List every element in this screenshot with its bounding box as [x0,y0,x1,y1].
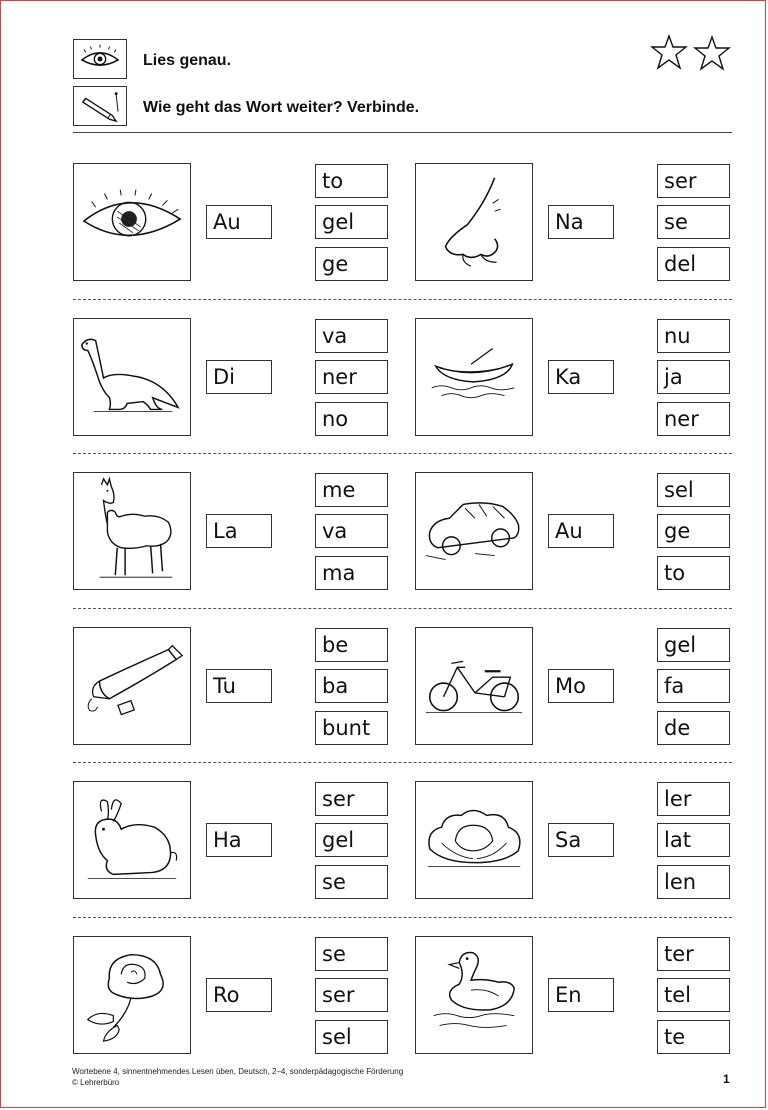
row-divider [73,299,732,300]
word-stem: Sa [548,823,614,857]
picture-lettuce [415,781,533,899]
word-ending[interactable]: va [315,319,388,353]
picture-car [415,472,533,590]
word-ending[interactable]: gel [315,823,388,857]
word-ending[interactable]: ser [315,978,388,1012]
word-ending[interactable]: va [315,514,388,548]
word-stem: En [548,978,614,1012]
row-divider [73,608,732,609]
picture-rose [73,936,191,1054]
word-ending[interactable]: ja [657,360,730,394]
footer-copyright: © Lehrerbüro [72,1078,120,1087]
word-ending[interactable]: ner [657,402,730,436]
word-ending[interactable]: gel [657,628,730,662]
eye-icon [73,39,127,79]
word-stem: Di [206,360,272,394]
picture-llama [73,472,191,590]
word-ending[interactable]: se [315,937,388,971]
word-ending[interactable]: del [657,247,730,281]
picture-eye [73,163,191,281]
star-icon [652,36,686,68]
picture-moped [415,627,533,745]
picture-duck [415,936,533,1054]
word-ending[interactable]: tel [657,978,730,1012]
word-ending[interactable]: ba [315,669,388,703]
word-ending[interactable]: ser [315,782,388,816]
picture-nose [415,163,533,281]
word-ending[interactable]: to [657,556,730,590]
word-stem: Na [548,205,614,239]
word-ending[interactable]: se [315,865,388,899]
word-ending[interactable]: ler [657,782,730,816]
word-ending[interactable]: to [315,164,388,198]
word-ending[interactable]: no [315,402,388,436]
header-divider [73,132,732,133]
word-ending[interactable]: nu [657,319,730,353]
word-ending[interactable]: ner [315,360,388,394]
word-ending[interactable]: sel [315,1020,388,1054]
word-ending[interactable]: te [657,1020,730,1054]
row-divider [73,453,732,454]
word-ending[interactable]: ter [657,937,730,971]
footer-source: Wortebene 4, sinnentnehmendes Lesen üben, Deutsch, 2–4, sonderpädagogische Förderung [72,1067,404,1076]
word-ending[interactable]: sel [657,473,730,507]
word-ending[interactable]: se [657,205,730,239]
picture-rabbit [73,781,191,899]
word-ending[interactable]: lat [657,823,730,857]
word-ending[interactable]: de [657,711,730,745]
word-stem: Au [206,205,272,239]
word-stem: Ka [548,360,614,394]
word-ending[interactable]: gel [315,205,388,239]
word-stem: Au [548,514,614,548]
word-ending[interactable]: ge [657,514,730,548]
word-ending[interactable]: ge [315,247,388,281]
word-ending[interactable]: len [657,865,730,899]
page-number: 1 [723,1072,730,1086]
instruction-connect: Wie geht das Wort weiter? Verbinde. [143,99,420,116]
difficulty-stars [648,34,734,72]
picture-dinosaur [73,318,191,436]
word-ending[interactable]: me [315,473,388,507]
word-stem: Mo [548,669,614,703]
row-divider [73,762,732,763]
word-ending[interactable]: ser [657,164,730,198]
star-icon [695,37,729,69]
word-ending[interactable]: ma [315,556,388,590]
row-divider [73,917,732,918]
word-stem: Ro [206,978,272,1012]
instruction-read: Lies genau. [143,52,232,69]
footer [72,1066,403,1088]
word-ending[interactable]: be [315,628,388,662]
word-stem: La [206,514,272,548]
pencil-icon [73,86,127,126]
word-ending[interactable]: fa [657,669,730,703]
word-stem: Ha [206,823,272,857]
word-stem: Tu [206,669,272,703]
picture-tube [73,627,191,745]
word-ending[interactable]: bunt [315,711,388,745]
picture-canoe [415,318,533,436]
